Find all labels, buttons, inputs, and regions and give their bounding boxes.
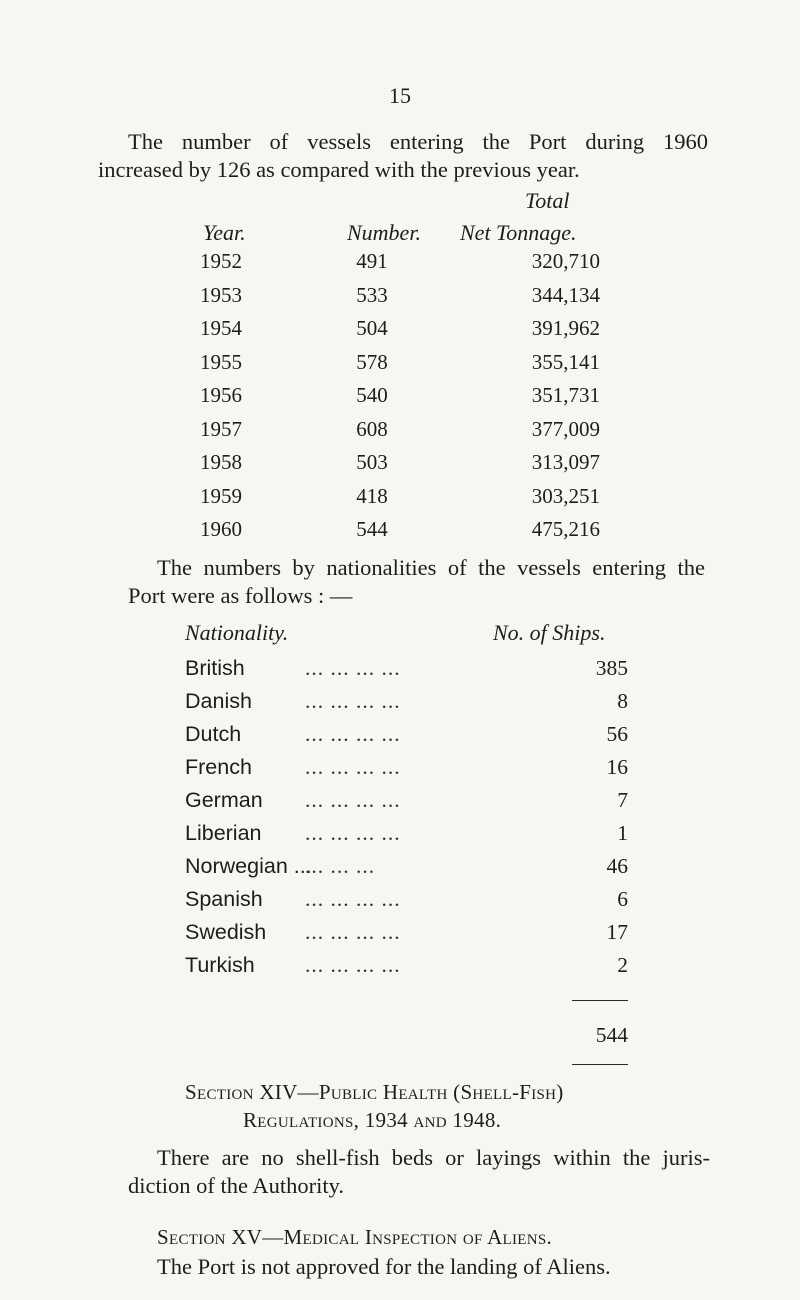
intro-line-1: The number of vessels entering the Port during 1960 xyxy=(128,129,708,154)
nationality-name: French xyxy=(185,755,252,779)
list-item xyxy=(0,755,800,788)
list-item xyxy=(0,722,800,755)
header-number: Number. xyxy=(347,220,421,245)
section-xiv-text xyxy=(128,1144,710,1200)
nationality-name: Spanish xyxy=(185,887,263,911)
tonnage-cell: 351,731 xyxy=(531,383,600,407)
tonnage-cell: 313,097 xyxy=(531,450,600,474)
list-item xyxy=(0,656,800,689)
number-cell: 608 xyxy=(356,416,388,441)
ship-count: 2 xyxy=(617,953,628,977)
tonnage-cell: 320,710 xyxy=(531,249,600,273)
number-cell: 504 xyxy=(356,316,388,340)
tonnage-cell: 475,216 xyxy=(531,517,600,541)
table-row xyxy=(0,283,800,317)
ship-count: 46 xyxy=(606,854,628,878)
total-rule-top xyxy=(572,1000,628,1001)
page-number: 15 xyxy=(389,83,411,108)
nationality-name: Swedish xyxy=(185,920,267,944)
year-cell: 1959 xyxy=(200,483,242,508)
year-cell: 1960 xyxy=(200,517,242,541)
tonnage-table-header xyxy=(0,188,800,248)
nationalities-list xyxy=(0,656,800,986)
year-cell: 1958 xyxy=(200,450,242,474)
leader-dots: ... ... ... ... xyxy=(305,788,401,812)
number-cell: 491 xyxy=(356,249,388,273)
number-cell: 418 xyxy=(356,483,388,508)
list-item xyxy=(0,887,800,920)
header-no-of-ships: No. of Ships. xyxy=(493,620,606,645)
section-xiv-text-line-2: diction of the Authority. xyxy=(128,1173,345,1198)
table-row xyxy=(0,249,800,283)
year-cell: 1956 xyxy=(200,383,242,407)
section-xiv-text-line-1: There are no shell-fish beds or layings within the juris- xyxy=(157,1145,710,1170)
nationalities-intro xyxy=(128,554,705,610)
leader-dots: ... ... ... xyxy=(305,854,376,878)
nationality-name: Dutch xyxy=(185,722,242,746)
header-nationality: Nationality. xyxy=(185,620,289,645)
leader-dots: ... ... ... ... xyxy=(305,920,401,944)
list-item xyxy=(0,920,800,953)
tonnage-table xyxy=(0,249,800,551)
header-year: Year. xyxy=(203,220,246,245)
leader-dots: ... ... ... ... xyxy=(305,887,401,911)
year-cell: 1952 xyxy=(200,249,242,273)
section-xiv-heading-line-2: Regulations, 1934 and 1948. xyxy=(243,1108,502,1132)
number-cell: 503 xyxy=(356,450,388,474)
nationality-name: British xyxy=(185,656,245,680)
tonnage-cell: 377,009 xyxy=(531,416,600,441)
table-row xyxy=(0,316,800,350)
nationality-name: Liberian xyxy=(185,821,262,845)
table-row xyxy=(0,517,800,551)
leader-dots: ... ... ... ... xyxy=(305,656,401,680)
table-row xyxy=(0,450,800,484)
table-row xyxy=(0,383,800,417)
year-cell: 1955 xyxy=(200,349,242,374)
ship-count: 1 xyxy=(617,821,628,845)
total-rule-bottom xyxy=(572,1064,628,1065)
intro-line-2: increased by 126 as compared with the previous year. xyxy=(98,157,580,182)
number-cell: 540 xyxy=(356,383,388,407)
ships-total: 544 xyxy=(595,1023,628,1047)
tonnage-cell: 391,962 xyxy=(531,316,600,340)
year-cell: 1953 xyxy=(200,282,242,307)
number-cell: 578 xyxy=(356,349,388,374)
list-item xyxy=(0,953,800,986)
ship-count: 56 xyxy=(606,722,628,746)
ship-count: 17 xyxy=(606,920,628,944)
list-item xyxy=(0,821,800,854)
nationality-name: German xyxy=(185,788,263,812)
ship-count: 16 xyxy=(606,755,628,779)
header-net-tonnage: Net Tonnage. xyxy=(460,220,577,245)
number-cell: 533 xyxy=(356,282,388,307)
leader-dots: ... ... ... ... xyxy=(305,953,401,977)
leader-dots: ... ... ... ... xyxy=(305,821,401,845)
nationality-name: Turkish xyxy=(185,953,255,977)
year-cell: 1954 xyxy=(200,316,242,340)
table-row xyxy=(0,417,800,451)
ship-count: 8 xyxy=(617,689,628,713)
ship-count: 6 xyxy=(617,887,628,911)
intro-paragraph xyxy=(98,128,708,184)
nationality-name: Norwegian ... xyxy=(185,854,312,878)
leader-dots: ... ... ... ... xyxy=(305,722,401,746)
year-cell: 1957 xyxy=(200,416,242,441)
section-xiv-heading-line-1: Section XIV—Public Health (Shell-Fish) xyxy=(185,1080,564,1104)
section-xv-heading-text: Section XV—Medical Inspection of Aliens. xyxy=(157,1225,553,1249)
section-xv-text: The Port is not approved for the landing of Aliens. xyxy=(157,1254,611,1279)
leader-dots: ... ... ... ... xyxy=(305,755,401,779)
tonnage-cell: 355,141 xyxy=(531,349,600,374)
tonnage-cell: 303,251 xyxy=(531,483,600,508)
ship-count: 7 xyxy=(617,788,628,812)
number-cell: 544 xyxy=(356,517,388,541)
ship-count: 385 xyxy=(595,656,628,680)
list-item xyxy=(0,854,800,887)
list-item xyxy=(0,788,800,821)
table-row xyxy=(0,484,800,518)
nationalities-intro-line-2: Port were as follows : — xyxy=(128,583,353,608)
list-item xyxy=(0,689,800,722)
leader-dots: ... ... ... ... xyxy=(305,689,401,713)
tonnage-cell: 344,134 xyxy=(531,282,600,307)
table-row xyxy=(0,350,800,384)
header-total: Total xyxy=(525,188,570,213)
nationality-name: Danish xyxy=(185,689,252,713)
nationalities-intro-line-1: The numbers by nationalities of the vessels entering the xyxy=(157,555,705,580)
